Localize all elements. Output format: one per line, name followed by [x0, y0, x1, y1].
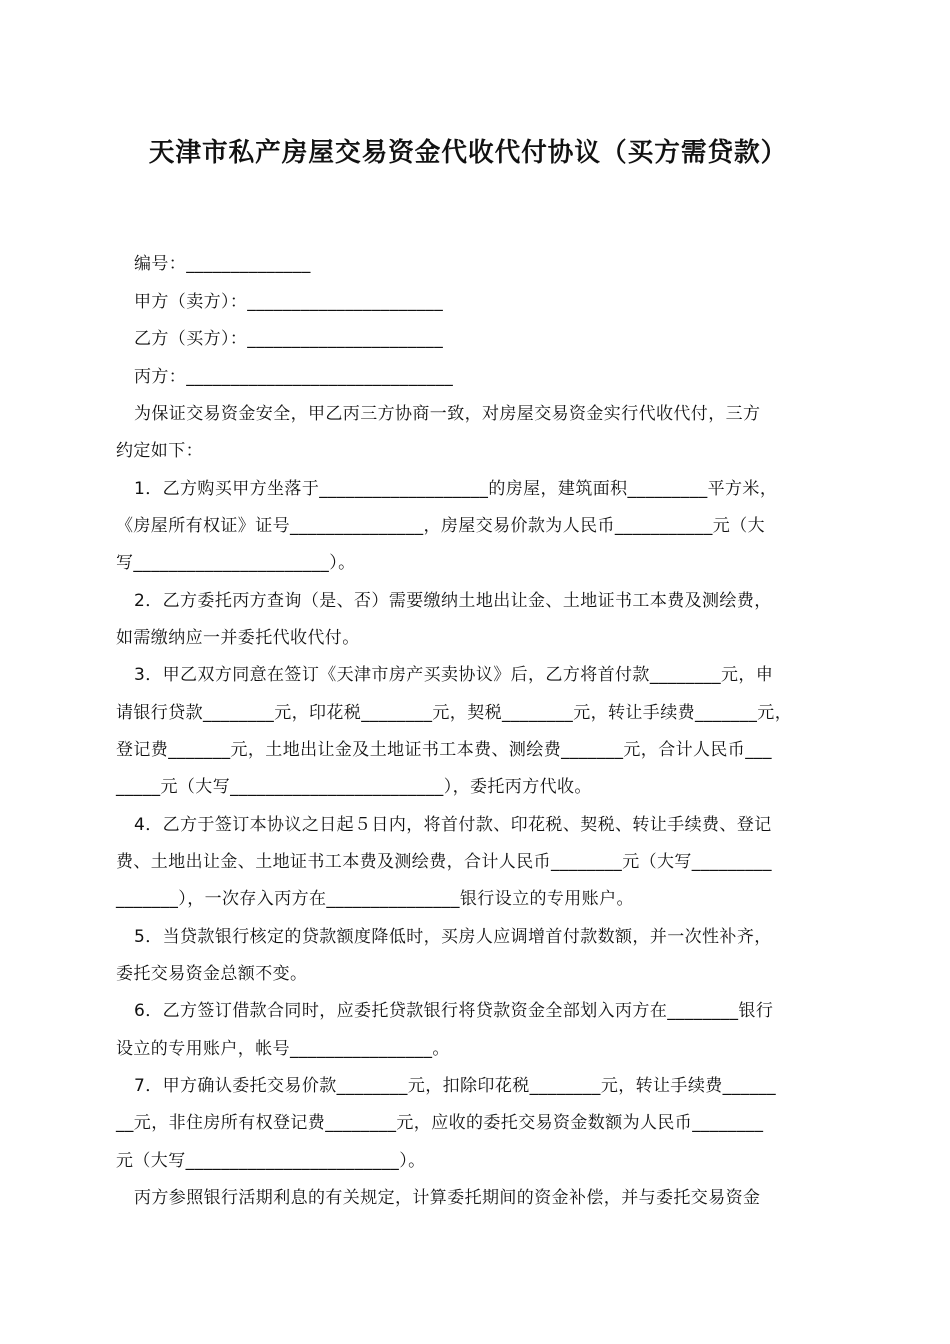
preamble-line: 为保证交易资金安全，甲乙丙三方协商一致，对房屋交易资金实行代收代付，三方: [134, 404, 761, 424]
party-b-line: 乙方（买方）：______________________: [134, 329, 444, 349]
clause-7-line: __元，非住房所有权登记费________元，应收的委托交易资金数额为人民币________: [116, 1113, 764, 1133]
clause-3-line: 3．甲乙双方同意在签订《天津市房产买卖协议》后，乙方将首付款________元，申: [134, 665, 774, 685]
preamble-line: 约定如下：: [116, 441, 203, 461]
interest-paragraph-line: 丙方参照银行活期利息的有关规定，计算委托期间的资金补偿，并与委托交易资金: [134, 1188, 761, 1208]
clause-7-line: 元（大写________________________）。: [116, 1151, 426, 1171]
clause-5-line: 5．当贷款银行核定的贷款额度降低时，买房人应调增首付款数额，并一次性补齐，: [134, 927, 772, 947]
clause-1-line: 《房屋所有权证》证号_______________，房屋交易价款为人民币___________元（大: [116, 516, 765, 536]
serial-number-line: 编号：______________: [134, 254, 311, 274]
clause-6-line: 设立的专用账户，帐号________________。: [116, 1039, 450, 1059]
document-title: 天津市私产房屋交易资金代收代付协议（买方需贷款）: [148, 138, 788, 168]
clause-1-line: 1．乙方购买甲方坐落于___________________的房屋，建筑面积_________平方米，: [134, 479, 778, 499]
clause-1-line: 写______________________）。: [116, 553, 356, 573]
clause-3-line: _____元（大写________________________），委托丙方代收。: [116, 777, 592, 797]
clause-4-line: 4．乙方于签订本协议之日起５日内，将首付款、印花税、契税、转让手续费、登记: [134, 815, 772, 835]
clause-3-line: 登记费_______元，土地出让金及土地证书工本费、测绘费_______元，合计人民币___: [116, 740, 772, 760]
clause-4-line: 费、土地出让金、土地证书工本费及测绘费，合计人民币________元（大写_________: [116, 852, 772, 872]
party-c-line: 丙方：______________________________: [134, 367, 454, 387]
clause-2-line: 2．乙方委托丙方查询（是、否）需要缴纳土地出让金、土地证书工本费及测绘费，: [134, 591, 772, 611]
party-a-line: 甲方（卖方）：______________________: [134, 292, 444, 312]
clause-4-line: _______），一次存入丙方在_______________银行设立的专用账户。: [116, 889, 634, 909]
clause-5-line: 委托交易资金总额不变。: [116, 964, 308, 984]
clause-2-line: 如需缴纳应一并委托代收代付。: [116, 628, 360, 648]
clause-3-line: 请银行贷款________元，印花税________元，契税________元，转让手续费_______元，: [116, 703, 793, 723]
clause-7-line: 7．甲方确认委托交易价款________元，扣除印花税________元，转让手续费______: [134, 1076, 777, 1096]
clause-6-line: 6．乙方签订借款合同时，应委托贷款银行将贷款资金全部划入丙方在________银行: [134, 1001, 774, 1021]
